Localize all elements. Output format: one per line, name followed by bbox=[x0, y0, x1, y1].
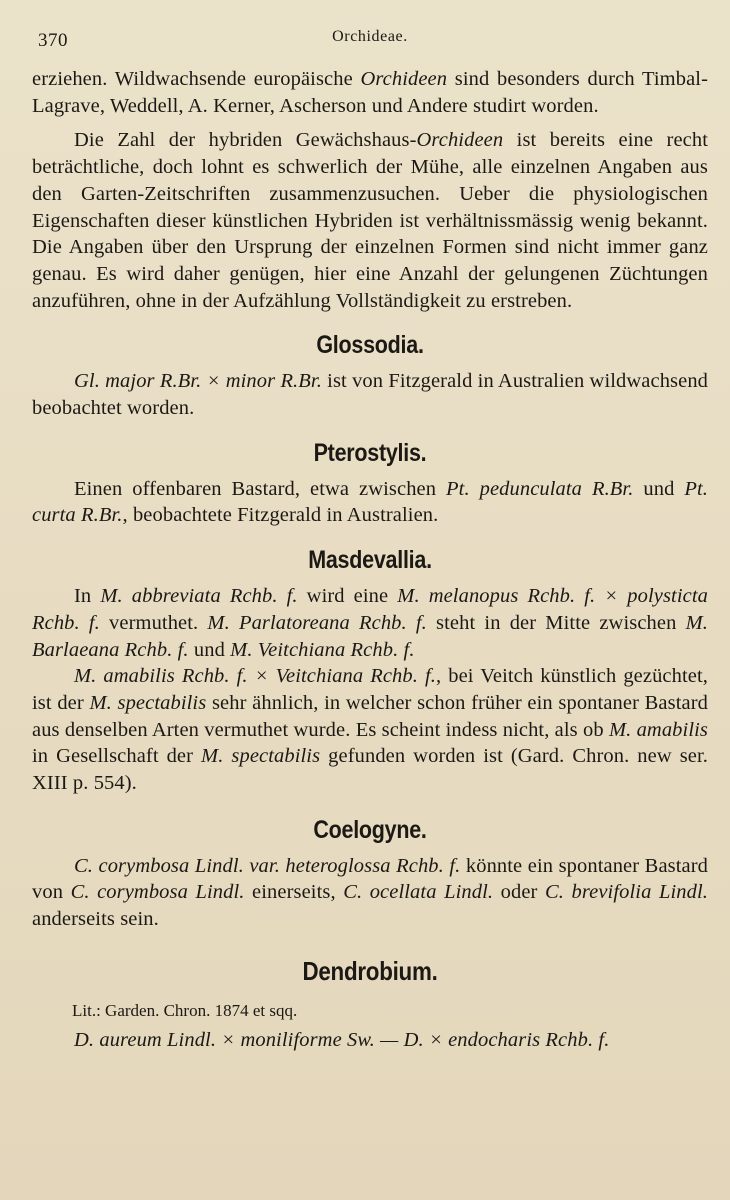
section-heading-glossodia: Glossodia. bbox=[316, 331, 424, 360]
dendrobium-paragraph: D. aureum Lindl. × moniliforme Sw. — D. × endocharis Rchb. f. bbox=[74, 1028, 610, 1051]
intro-paragraph-1: erziehen. Wildwachsende europäische Orchideen sind besonders durch Timbal-Lagrave, Weddell, A. Kerner, Ascherson und Andere studirt worden. bbox=[32, 68, 708, 117]
masdevallia-paragraph-1: In M. abbreviata Rchb. f. wird eine M. melanopus Rchb. f. × polysticta Rchb. f. vermuthet. M. Parlatoreana Rchb. f. steht in der Mitte zwischen M. Barlaeana Rchb. f. und M. Veitchiana Rchb. f. bbox=[32, 585, 708, 661]
running-head bbox=[32, 0, 708, 66]
running-title: Orchideae. bbox=[332, 28, 408, 45]
page-number: 370 bbox=[38, 30, 68, 51]
section-heading-masdevallia: Masdevallia. bbox=[308, 546, 432, 575]
section-heading-dendrobium: Dendrobium. bbox=[302, 955, 438, 986]
section-heading-pterostylis: Pterostylis. bbox=[313, 438, 427, 467]
literature-reference: Lit.: Garden. Chron. 1874 et sqq. bbox=[72, 1000, 298, 1020]
pterostylis-paragraph: Einen offenbaren Bastard, etwa zwischen Pt. pedunculata R.Br. und Pt. curta R.Br., beobachtete Fitzgerald in Australien. bbox=[32, 477, 708, 527]
masdevallia-paragraph-2: M. amabilis Rchb. f. × Veitchiana Rchb. f., bei Veitch künstlich gezüchtet, ist der M. spectabilis sehr ähnlich, in welcher schon früher ein spontaner Bastard aus denselben Arten vermuthet wurde. Es scheint indess nicht, als ob M. amabilis in Gesellschaft der M. spectabilis gefunden worden ist (Gard. Chron. new ser. XIII p. 554). bbox=[32, 665, 708, 795]
coelogyne-paragraph: C. corymbosa Lindl. var. heteroglossa Rchb. f. könnte ein spontaner Bastard von C. corymbosa Lindl. einerseits, C. ocellata Lindl. oder C. brevifolia Lindl. anderseits sein. bbox=[32, 854, 708, 931]
intro-paragraph-2: Die Zahl der hybriden Gewächshaus-Orchideen ist bereits eine recht beträchtliche, doch lohnt es schwerlich der Mühe, alle einzelnen Angaben aus den Garten-Zeitschriften zusammenzusuchen. Ueber die physiologischen Eigenschaften dieser künstlichen Hybriden ist verhältnissmässig wenig bekannt. Die Angaben über den Ursprung der einzelnen Formen sind nicht immer ganz genau. Es wird daher genügen, hier eine Anzahl der gelungenen Züchtungen anzuführen, ohne in der Aufzählung Vollständigkeit zu erstreben. bbox=[32, 129, 708, 312]
glossodia-paragraph: Gl. major R.Br. × minor R.Br. ist von Fitzgerald in Australien wildwachsend beobachtet worden. bbox=[32, 370, 709, 420]
section-heading-coelogyne: Coelogyne. bbox=[313, 815, 427, 844]
